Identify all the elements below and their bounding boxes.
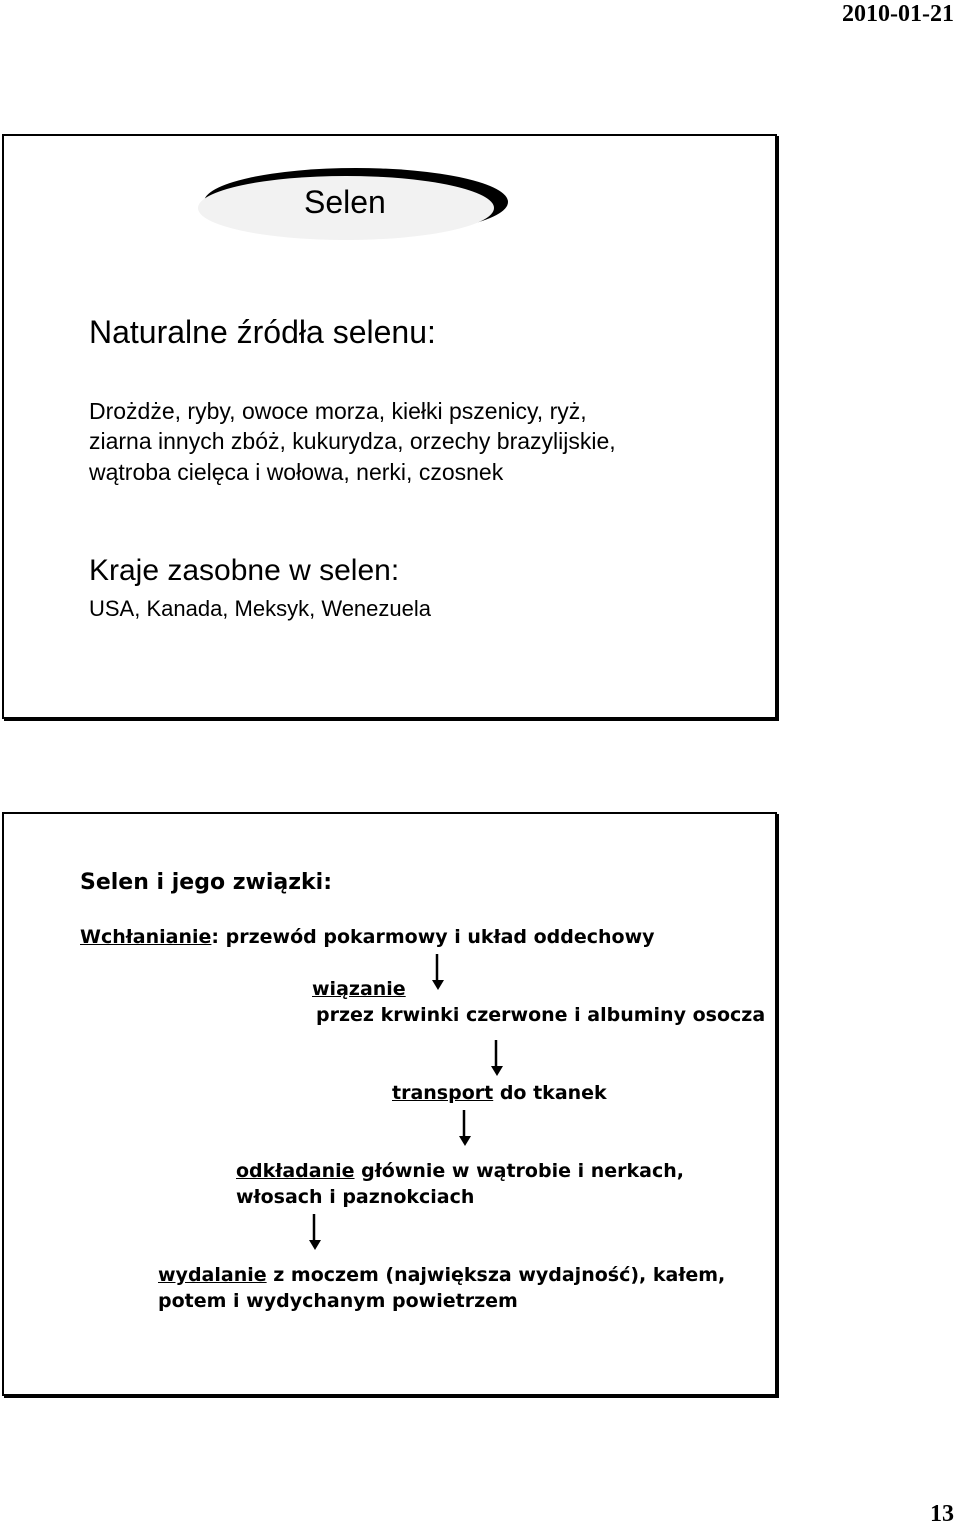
excretion-term: wydalanie [158,1264,267,1286]
arrow-down-icon [459,1110,473,1148]
absorption-text: : przewód pokarmowy i układ oddechowy [211,926,655,948]
storage-line [236,1160,684,1182]
binding-term: wiązanie [312,978,406,1000]
page-number: 13 [930,1501,954,1527]
excretion-line [158,1264,725,1286]
storage-text-2: włosach i paznokciach [236,1186,475,1208]
excretion-text: z moczem (największa wydajność), kałem, [266,1264,726,1286]
arrow-down-icon [432,954,446,992]
slide-title: Selen [304,184,386,220]
sources-line-3: wątroba cielęca i wołowa, nerki, czosnek [89,459,504,485]
arrow-down-icon [491,1040,505,1078]
slide-selenium-metabolism [2,812,777,1396]
transport-text: do tkanek [493,1082,607,1104]
excretion-text-2: potem i wydychanym powietrzem [158,1290,518,1312]
sources-heading: Naturalne źródła selenu: [89,314,436,350]
absorption-line [80,926,655,948]
countries-list: USA, Kanada, Meksyk, Wenezuela [89,596,431,621]
metabolism-heading: Selen i jego związki: [80,870,333,895]
arrow-down-icon [309,1214,323,1252]
slide-natural-sources [2,134,777,719]
storage-term: odkładanie [236,1160,355,1182]
header-date: 2010-01-21 [842,1,954,27]
binding-text: przez krwinki czerwone i albuminy osocza [316,1004,766,1026]
countries-heading: Kraje zasobne w selen: [89,554,400,587]
sources-line-2: ziarna innych zbóż, kukurydza, orzechy brazylijskie, [89,428,616,454]
binding-term-line [312,978,406,1000]
transport-line [392,1082,607,1104]
storage-text: głównie w wątrobie i nerkach, [354,1160,684,1182]
sources-line-1: Drożdże, ryby, owoce morza, kiełki pszenicy, ryż, [89,398,587,424]
transport-term: transport [392,1082,494,1104]
absorption-term: Wchłanianie [80,926,212,948]
